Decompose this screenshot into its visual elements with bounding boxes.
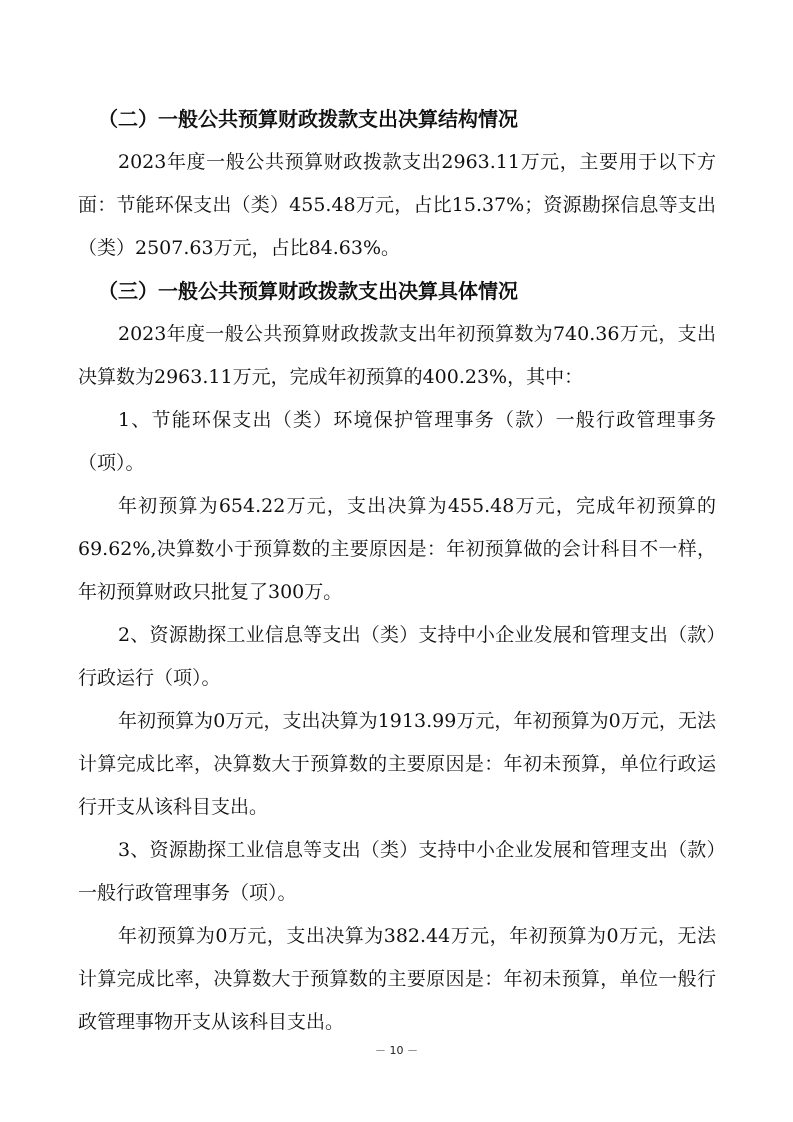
section-heading-expenditure-details: （三）一般公共预算财政拨款支出决算具体情况 [98, 279, 518, 303]
document-body [78, 98, 716, 1044]
paragraph-item-2-detail: 年初预算为0万元，支出决算为1913.99万元，年初预算为0万元，无法计算完成比率，决算数大于预算数的主要原因是：年初未预算，单位行政运行开支从该科目支出。 [78, 710, 716, 818]
paragraph-item-3-detail: 年初预算为0万元，支出决算为382.44万元，年初预算为0万元，无法计算完成比率，决算数大于预算数的主要原因是：年初未预算，单位一般行政管理事物开支从该科目支出。 [78, 925, 716, 1033]
paragraph-item-3-title: 3、资源勘探工业信息等支出（类）支持中小企业发展和管理支出（款）一般行政管理事务（项）。 [78, 839, 716, 904]
paragraph-structure-summary: 2023年度一般公共预算财政拨款支出2963.11万元，主要用于以下方面：节能环保支出（类）455.48万元，占比15.37%；资源勘探信息等支出（类）2507.63万元，占比84.63%。 [78, 151, 716, 259]
section-heading-expenditure-structure: （二）一般公共预算财政拨款支出决算结构情况 [98, 107, 518, 131]
paragraph-item-2-title: 2、资源勘探工业信息等支出（类）支持中小企业发展和管理支出（款）行政运行（项）。 [78, 624, 716, 689]
page-number: － 10 － [375, 1044, 418, 1057]
paragraph-details-summary: 2023年度一般公共预算财政拨款支出年初预算数为740.36万元，支出决算数为2963.11万元，完成年初预算的400.23%，其中： [78, 323, 716, 388]
paragraph-item-1-title: 1、节能环保支出（类）环境保护管理事务（款）一般行政管理事务（项）。 [78, 409, 716, 474]
paragraph-item-1-detail: 年初预算为654.22万元，支出决算为455.48万元，完成年初预算的69.62%,决算数小于预算数的主要原因是：年初预算做的会计科目不一样，年初预算财政只批复了300万。 [78, 495, 716, 603]
